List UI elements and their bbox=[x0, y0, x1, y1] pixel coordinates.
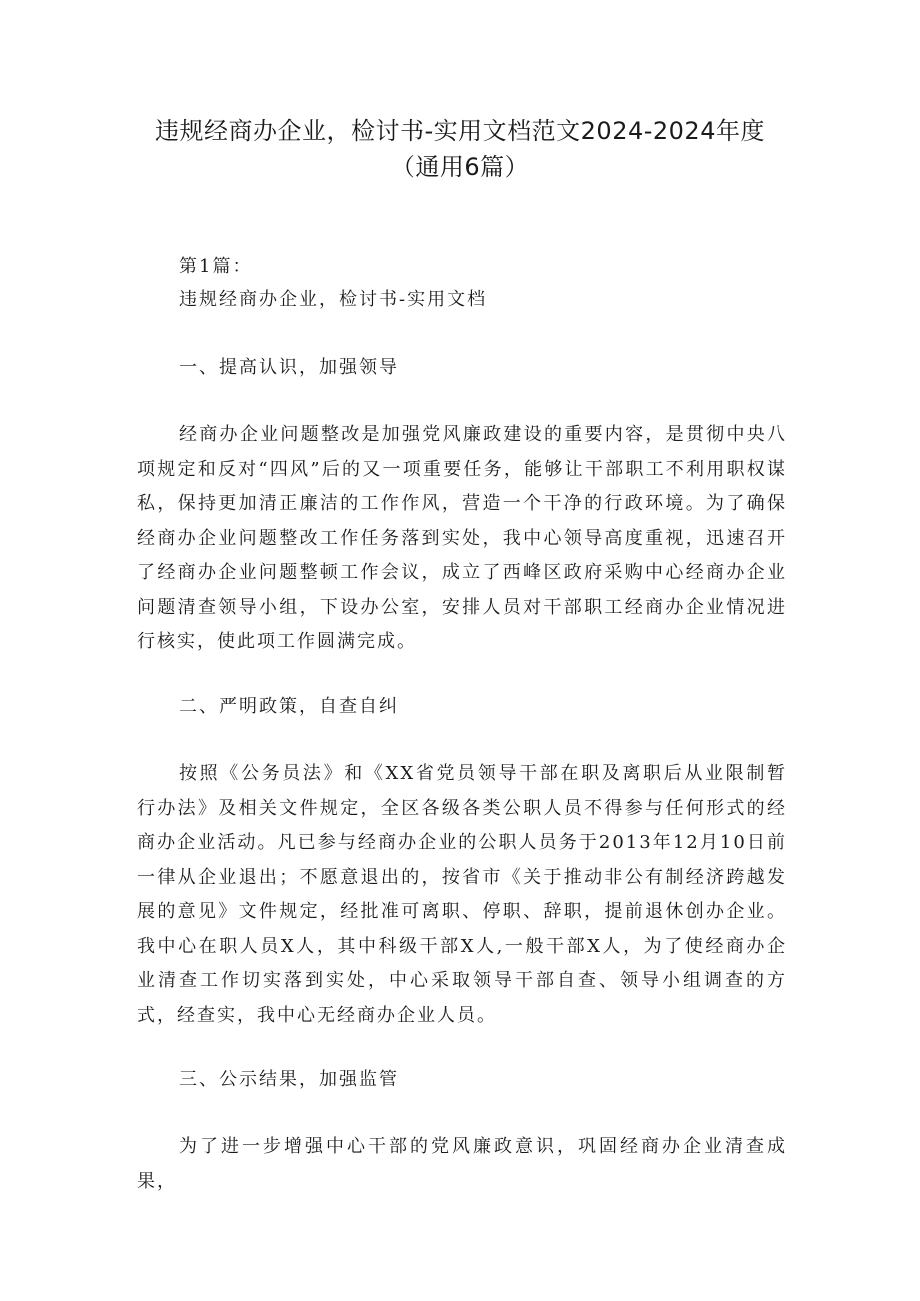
section-2-heading: 二、严明政策，自查自纠 bbox=[179, 696, 399, 717]
section-3-heading: 三、公示结果，加强监管 bbox=[179, 1069, 399, 1090]
title-line-2: （通用6篇） bbox=[390, 153, 530, 181]
article-subtitle: 违规经商办企业，检讨书-实用文档 bbox=[179, 289, 488, 310]
title-line-1: 违规经商办企业，检讨书-实用文档范文2024-2024年度 bbox=[155, 117, 765, 145]
article-label: 第1篇： bbox=[179, 256, 253, 277]
paragraph-1: 经商办企业问题整改是加强党风廉政建设的重要内容，是贯彻中央八项规定和反对“四风”后的又一项重要任务，能够让干部职工不利用职权谋私，保持更加清正廉洁的工作作风，营造一个干净的行政环境。为了确保经商办企业问题整改工作任务落到实处，我中心领导高度重视，迅速召开了经商办企业问题整顿工作会议，成立了西峰区政府采购中心经商办企业问题清查领导小组，下设办公室，安排人员对干部职工经商办企业情况进行核实，使此项工作圆满完成。 bbox=[137, 424, 787, 652]
section-1-heading: 一、提高认识，加强领导 bbox=[179, 357, 399, 378]
paragraph-2: 按照《公务员法》和《XX省党员领导干部在职及离职后从业限制暂行办法》及相关文件规定，全区各级各类公职人员不得参与任何形式的经商办企业活动。凡已参与经商办企业的公职人员务于2013年12月10日前一律从企业退出；不愿意退出的，按省市《关于推动非公有制经济跨越发展的意见》文件规定，经批准可离职、停职、辞职，提前退休创办企业。我中心在职人员X人，其中科级干部X人,一般干部X人，为了使经商办企业清查工作切实落到实处，中心采取领导干部自查、领导小组调查的方式，经查实，我中心无经商办企业人员。 bbox=[137, 763, 787, 1026]
paragraph-3: 为了进一步增强中心干部的党风廉政意识，巩固经商办企业清查成果， bbox=[137, 1136, 787, 1192]
document-title bbox=[0, 113, 920, 185]
